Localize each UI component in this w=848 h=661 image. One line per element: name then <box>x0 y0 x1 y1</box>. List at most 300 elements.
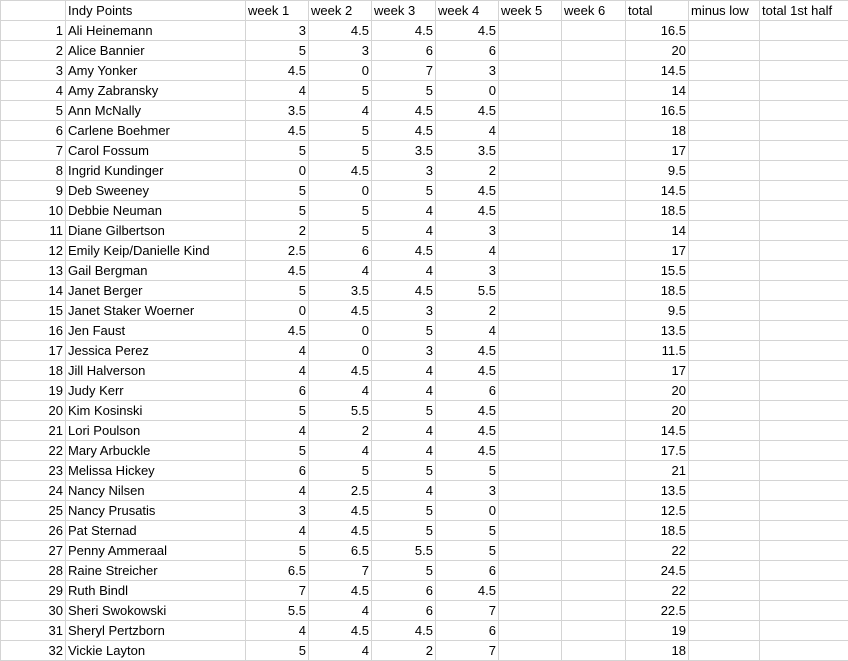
total-1st-half-cell[interactable] <box>760 221 848 241</box>
week-3-cell[interactable]: 6 <box>372 601 436 621</box>
total-cell[interactable]: 18.5 <box>626 201 689 221</box>
minus-low-cell[interactable] <box>689 481 760 501</box>
total-1st-half-cell[interactable] <box>760 241 848 261</box>
week-1-cell[interactable]: 4.5 <box>246 121 309 141</box>
week-4-cell[interactable]: 4.5 <box>436 341 499 361</box>
week-3-cell[interactable]: 4.5 <box>372 621 436 641</box>
week-4-cell[interactable]: 3.5 <box>436 141 499 161</box>
week-3-cell[interactable]: 4 <box>372 481 436 501</box>
week-2-cell[interactable]: 4.5 <box>309 361 372 381</box>
total-cell[interactable]: 14.5 <box>626 181 689 201</box>
week-3-cell[interactable]: 4.5 <box>372 101 436 121</box>
total-cell[interactable]: 12.5 <box>626 501 689 521</box>
name-cell[interactable]: Melissa Hickey <box>66 461 246 481</box>
week-3-cell[interactable]: 4 <box>372 441 436 461</box>
row-number-cell[interactable]: 12 <box>1 241 66 261</box>
header-cell-minus-low[interactable]: minus low <box>689 1 760 21</box>
total-1st-half-cell[interactable] <box>760 541 848 561</box>
name-cell[interactable]: Deb Sweeney <box>66 181 246 201</box>
week-1-cell[interactable]: 4 <box>246 341 309 361</box>
row-number-cell[interactable]: 9 <box>1 181 66 201</box>
total-cell[interactable]: 17 <box>626 141 689 161</box>
week-6-cell[interactable] <box>562 361 626 381</box>
row-number-cell[interactable]: 4 <box>1 81 66 101</box>
week-2-cell[interactable]: 4.5 <box>309 581 372 601</box>
total-cell[interactable]: 18 <box>626 121 689 141</box>
row-number-cell[interactable]: 25 <box>1 501 66 521</box>
minus-low-cell[interactable] <box>689 341 760 361</box>
total-cell[interactable]: 9.5 <box>626 161 689 181</box>
total-1st-half-cell[interactable] <box>760 181 848 201</box>
week-6-cell[interactable] <box>562 61 626 81</box>
name-cell[interactable]: Carol Fossum <box>66 141 246 161</box>
row-number-cell[interactable]: 31 <box>1 621 66 641</box>
week-1-cell[interactable]: 7 <box>246 581 309 601</box>
name-cell[interactable]: Judy Kerr <box>66 381 246 401</box>
week-2-cell[interactable]: 5.5 <box>309 401 372 421</box>
week-6-cell[interactable] <box>562 581 626 601</box>
week-5-cell[interactable] <box>499 221 562 241</box>
week-6-cell[interactable] <box>562 41 626 61</box>
row-number-cell[interactable]: 17 <box>1 341 66 361</box>
total-1st-half-cell[interactable] <box>760 161 848 181</box>
total-1st-half-cell[interactable] <box>760 581 848 601</box>
header-cell-total[interactable]: total <box>626 1 689 21</box>
total-1st-half-cell[interactable] <box>760 321 848 341</box>
week-2-cell[interactable]: 4 <box>309 101 372 121</box>
name-cell[interactable]: Janet Berger <box>66 281 246 301</box>
total-cell[interactable]: 13.5 <box>626 321 689 341</box>
week-6-cell[interactable] <box>562 381 626 401</box>
week-1-cell[interactable]: 0 <box>246 301 309 321</box>
total-cell[interactable]: 18.5 <box>626 521 689 541</box>
minus-low-cell[interactable] <box>689 641 760 661</box>
week-2-cell[interactable]: 5 <box>309 121 372 141</box>
week-5-cell[interactable] <box>499 401 562 421</box>
header-cell-week-1[interactable]: week 1 <box>246 1 309 21</box>
week-3-cell[interactable]: 6 <box>372 41 436 61</box>
total-1st-half-cell[interactable] <box>760 341 848 361</box>
minus-low-cell[interactable] <box>689 421 760 441</box>
total-1st-half-cell[interactable] <box>760 401 848 421</box>
row-number-cell[interactable]: 18 <box>1 361 66 381</box>
minus-low-cell[interactable] <box>689 221 760 241</box>
minus-low-cell[interactable] <box>689 501 760 521</box>
total-1st-half-cell[interactable] <box>760 281 848 301</box>
week-4-cell[interactable]: 4.5 <box>436 581 499 601</box>
week-3-cell[interactable]: 4.5 <box>372 21 436 41</box>
total-1st-half-cell[interactable] <box>760 601 848 621</box>
week-1-cell[interactable]: 5 <box>246 141 309 161</box>
week-2-cell[interactable]: 0 <box>309 61 372 81</box>
row-number-cell[interactable]: 26 <box>1 521 66 541</box>
week-4-cell[interactable]: 4.5 <box>436 401 499 421</box>
week-3-cell[interactable]: 4 <box>372 361 436 381</box>
week-2-cell[interactable]: 0 <box>309 341 372 361</box>
total-1st-half-cell[interactable] <box>760 261 848 281</box>
week-1-cell[interactable]: 6 <box>246 461 309 481</box>
week-1-cell[interactable]: 5 <box>246 641 309 661</box>
minus-low-cell[interactable] <box>689 41 760 61</box>
week-5-cell[interactable] <box>499 481 562 501</box>
week-6-cell[interactable] <box>562 141 626 161</box>
week-2-cell[interactable]: 5 <box>309 201 372 221</box>
week-1-cell[interactable]: 4.5 <box>246 321 309 341</box>
name-cell[interactable]: Nancy Nilsen <box>66 481 246 501</box>
total-cell[interactable]: 13.5 <box>626 481 689 501</box>
week-6-cell[interactable] <box>562 221 626 241</box>
week-5-cell[interactable] <box>499 581 562 601</box>
week-2-cell[interactable]: 4.5 <box>309 301 372 321</box>
week-4-cell[interactable]: 5.5 <box>436 281 499 301</box>
minus-low-cell[interactable] <box>689 21 760 41</box>
total-1st-half-cell[interactable] <box>760 621 848 641</box>
name-cell[interactable]: Ingrid Kundinger <box>66 161 246 181</box>
minus-low-cell[interactable] <box>689 601 760 621</box>
week-5-cell[interactable] <box>499 381 562 401</box>
week-6-cell[interactable] <box>562 281 626 301</box>
week-3-cell[interactable]: 6 <box>372 581 436 601</box>
minus-low-cell[interactable] <box>689 621 760 641</box>
week-5-cell[interactable] <box>499 461 562 481</box>
week-5-cell[interactable] <box>499 541 562 561</box>
minus-low-cell[interactable] <box>689 141 760 161</box>
week-2-cell[interactable]: 0 <box>309 181 372 201</box>
minus-low-cell[interactable] <box>689 81 760 101</box>
minus-low-cell[interactable] <box>689 261 760 281</box>
week-5-cell[interactable] <box>499 261 562 281</box>
week-2-cell[interactable]: 7 <box>309 561 372 581</box>
row-number-cell[interactable]: 30 <box>1 601 66 621</box>
total-1st-half-cell[interactable] <box>760 361 848 381</box>
row-number-cell[interactable]: 28 <box>1 561 66 581</box>
row-number-cell[interactable]: 21 <box>1 421 66 441</box>
name-cell[interactable]: Sheryl Pertzborn <box>66 621 246 641</box>
week-2-cell[interactable]: 4.5 <box>309 21 372 41</box>
week-1-cell[interactable]: 3 <box>246 21 309 41</box>
total-cell[interactable]: 20 <box>626 381 689 401</box>
week-1-cell[interactable]: 4 <box>246 621 309 641</box>
week-4-cell[interactable]: 6 <box>436 381 499 401</box>
total-1st-half-cell[interactable] <box>760 521 848 541</box>
week-6-cell[interactable] <box>562 201 626 221</box>
week-1-cell[interactable]: 5 <box>246 441 309 461</box>
week-3-cell[interactable]: 5 <box>372 321 436 341</box>
week-3-cell[interactable]: 3.5 <box>372 141 436 161</box>
week-2-cell[interactable]: 5 <box>309 221 372 241</box>
week-5-cell[interactable] <box>499 421 562 441</box>
header-cell-week-4[interactable]: week 4 <box>436 1 499 21</box>
week-3-cell[interactable]: 5 <box>372 181 436 201</box>
week-5-cell[interactable] <box>499 301 562 321</box>
total-1st-half-cell[interactable] <box>760 61 848 81</box>
week-6-cell[interactable] <box>562 621 626 641</box>
week-6-cell[interactable] <box>562 121 626 141</box>
header-cell-week-6[interactable]: week 6 <box>562 1 626 21</box>
name-cell[interactable]: Janet Staker Woerner <box>66 301 246 321</box>
week-3-cell[interactable]: 7 <box>372 61 436 81</box>
week-5-cell[interactable] <box>499 201 562 221</box>
week-4-cell[interactable]: 3 <box>436 61 499 81</box>
name-cell[interactable]: Sheri Swokowski <box>66 601 246 621</box>
week-6-cell[interactable] <box>562 301 626 321</box>
total-1st-half-cell[interactable] <box>760 641 848 661</box>
name-cell[interactable]: Amy Zabransky <box>66 81 246 101</box>
week-1-cell[interactable]: 6.5 <box>246 561 309 581</box>
minus-low-cell[interactable] <box>689 281 760 301</box>
week-5-cell[interactable] <box>499 641 562 661</box>
week-2-cell[interactable]: 2 <box>309 421 372 441</box>
week-3-cell[interactable]: 4 <box>372 381 436 401</box>
week-1-cell[interactable]: 4 <box>246 421 309 441</box>
total-cell[interactable]: 17 <box>626 241 689 261</box>
week-2-cell[interactable]: 6.5 <box>309 541 372 561</box>
total-cell[interactable]: 15.5 <box>626 261 689 281</box>
minus-low-cell[interactable] <box>689 321 760 341</box>
week-4-cell[interactable]: 4.5 <box>436 201 499 221</box>
week-3-cell[interactable]: 5 <box>372 561 436 581</box>
week-1-cell[interactable]: 5 <box>246 541 309 561</box>
week-3-cell[interactable]: 4.5 <box>372 121 436 141</box>
total-1st-half-cell[interactable] <box>760 301 848 321</box>
week-2-cell[interactable]: 0 <box>309 321 372 341</box>
total-cell[interactable]: 14 <box>626 221 689 241</box>
minus-low-cell[interactable] <box>689 301 760 321</box>
total-1st-half-cell[interactable] <box>760 421 848 441</box>
total-cell[interactable]: 17 <box>626 361 689 381</box>
row-number-cell[interactable]: 13 <box>1 261 66 281</box>
week-2-cell[interactable]: 4 <box>309 381 372 401</box>
week-6-cell[interactable] <box>562 341 626 361</box>
row-number-cell[interactable]: 11 <box>1 221 66 241</box>
week-4-cell[interactable]: 4.5 <box>436 181 499 201</box>
week-4-cell[interactable]: 5 <box>436 461 499 481</box>
week-3-cell[interactable]: 5 <box>372 501 436 521</box>
name-cell[interactable]: Jessica Perez <box>66 341 246 361</box>
week-4-cell[interactable]: 5 <box>436 541 499 561</box>
total-cell[interactable]: 22.5 <box>626 601 689 621</box>
week-4-cell[interactable]: 3 <box>436 481 499 501</box>
week-1-cell[interactable]: 0 <box>246 161 309 181</box>
week-4-cell[interactable]: 0 <box>436 81 499 101</box>
week-2-cell[interactable]: 4.5 <box>309 621 372 641</box>
minus-low-cell[interactable] <box>689 441 760 461</box>
week-6-cell[interactable] <box>562 321 626 341</box>
week-6-cell[interactable] <box>562 461 626 481</box>
week-3-cell[interactable]: 3 <box>372 161 436 181</box>
week-2-cell[interactable]: 3 <box>309 41 372 61</box>
minus-low-cell[interactable] <box>689 541 760 561</box>
week-2-cell[interactable]: 4 <box>309 601 372 621</box>
row-number-cell[interactable]: 20 <box>1 401 66 421</box>
name-cell[interactable]: Vickie Layton <box>66 641 246 661</box>
name-cell[interactable]: Amy Yonker <box>66 61 246 81</box>
total-1st-half-cell[interactable] <box>760 501 848 521</box>
week-4-cell[interactable]: 0 <box>436 501 499 521</box>
week-2-cell[interactable]: 5 <box>309 81 372 101</box>
row-number-cell[interactable]: 14 <box>1 281 66 301</box>
week-5-cell[interactable] <box>499 41 562 61</box>
total-cell[interactable]: 22 <box>626 541 689 561</box>
total-1st-half-cell[interactable] <box>760 481 848 501</box>
week-6-cell[interactable] <box>562 261 626 281</box>
week-3-cell[interactable]: 4.5 <box>372 241 436 261</box>
total-cell[interactable]: 24.5 <box>626 561 689 581</box>
minus-low-cell[interactable] <box>689 581 760 601</box>
week-5-cell[interactable] <box>499 141 562 161</box>
week-4-cell[interactable]: 2 <box>436 161 499 181</box>
row-number-cell[interactable]: 8 <box>1 161 66 181</box>
week-3-cell[interactable]: 5 <box>372 81 436 101</box>
week-6-cell[interactable] <box>562 21 626 41</box>
week-6-cell[interactable] <box>562 601 626 621</box>
week-3-cell[interactable]: 5 <box>372 521 436 541</box>
total-1st-half-cell[interactable] <box>760 21 848 41</box>
week-3-cell[interactable]: 5.5 <box>372 541 436 561</box>
name-cell[interactable]: Carlene Boehmer <box>66 121 246 141</box>
row-number-cell[interactable]: 32 <box>1 641 66 661</box>
week-5-cell[interactable] <box>499 441 562 461</box>
week-3-cell[interactable]: 5 <box>372 401 436 421</box>
week-1-cell[interactable]: 5 <box>246 41 309 61</box>
week-5-cell[interactable] <box>499 161 562 181</box>
total-1st-half-cell[interactable] <box>760 81 848 101</box>
row-number-cell[interactable]: 23 <box>1 461 66 481</box>
week-4-cell[interactable]: 4.5 <box>436 361 499 381</box>
header-cell-week-3[interactable]: week 3 <box>372 1 436 21</box>
name-cell[interactable]: Lori Poulson <box>66 421 246 441</box>
total-cell[interactable]: 14.5 <box>626 61 689 81</box>
minus-low-cell[interactable] <box>689 181 760 201</box>
week-5-cell[interactable] <box>499 621 562 641</box>
week-1-cell[interactable]: 2 <box>246 221 309 241</box>
week-4-cell[interactable]: 6 <box>436 621 499 641</box>
minus-low-cell[interactable] <box>689 461 760 481</box>
week-6-cell[interactable] <box>562 401 626 421</box>
week-1-cell[interactable]: 5 <box>246 281 309 301</box>
minus-low-cell[interactable] <box>689 561 760 581</box>
week-6-cell[interactable] <box>562 181 626 201</box>
name-cell[interactable]: Jill Halverson <box>66 361 246 381</box>
week-5-cell[interactable] <box>499 601 562 621</box>
name-cell[interactable]: Diane Gilbertson <box>66 221 246 241</box>
week-1-cell[interactable]: 5 <box>246 181 309 201</box>
minus-low-cell[interactable] <box>689 361 760 381</box>
row-number-cell[interactable]: 1 <box>1 21 66 41</box>
total-1st-half-cell[interactable] <box>760 121 848 141</box>
name-cell[interactable]: Nancy Prusatis <box>66 501 246 521</box>
week-6-cell[interactable] <box>562 561 626 581</box>
name-cell[interactable]: Ali Heinemann <box>66 21 246 41</box>
week-4-cell[interactable]: 4.5 <box>436 101 499 121</box>
week-1-cell[interactable]: 5.5 <box>246 601 309 621</box>
name-cell[interactable]: Raine Streicher <box>66 561 246 581</box>
week-4-cell[interactable]: 4 <box>436 321 499 341</box>
week-2-cell[interactable]: 4 <box>309 641 372 661</box>
week-1-cell[interactable]: 4 <box>246 481 309 501</box>
week-3-cell[interactable]: 3 <box>372 301 436 321</box>
week-4-cell[interactable]: 4.5 <box>436 21 499 41</box>
week-5-cell[interactable] <box>499 101 562 121</box>
total-1st-half-cell[interactable] <box>760 381 848 401</box>
week-4-cell[interactable]: 2 <box>436 301 499 321</box>
header-cell-total-1st-half[interactable]: total 1st half <box>760 1 848 21</box>
week-4-cell[interactable]: 3 <box>436 261 499 281</box>
week-4-cell[interactable]: 6 <box>436 41 499 61</box>
total-cell[interactable]: 21 <box>626 461 689 481</box>
week-1-cell[interactable]: 2.5 <box>246 241 309 261</box>
week-6-cell[interactable] <box>562 421 626 441</box>
week-3-cell[interactable]: 3 <box>372 341 436 361</box>
week-1-cell[interactable]: 4.5 <box>246 261 309 281</box>
week-2-cell[interactable]: 5 <box>309 141 372 161</box>
week-5-cell[interactable] <box>499 521 562 541</box>
row-number-cell[interactable]: 24 <box>1 481 66 501</box>
week-1-cell[interactable]: 4 <box>246 361 309 381</box>
total-1st-half-cell[interactable] <box>760 441 848 461</box>
week-5-cell[interactable] <box>499 501 562 521</box>
total-cell[interactable]: 16.5 <box>626 21 689 41</box>
total-cell[interactable]: 9.5 <box>626 301 689 321</box>
week-1-cell[interactable]: 4.5 <box>246 61 309 81</box>
total-1st-half-cell[interactable] <box>760 141 848 161</box>
week-2-cell[interactable]: 6 <box>309 241 372 261</box>
row-number-cell[interactable]: 2 <box>1 41 66 61</box>
total-cell[interactable]: 20 <box>626 41 689 61</box>
week-4-cell[interactable]: 6 <box>436 561 499 581</box>
week-5-cell[interactable] <box>499 181 562 201</box>
week-5-cell[interactable] <box>499 81 562 101</box>
week-1-cell[interactable]: 3 <box>246 501 309 521</box>
minus-low-cell[interactable] <box>689 241 760 261</box>
week-6-cell[interactable] <box>562 541 626 561</box>
week-2-cell[interactable]: 5 <box>309 461 372 481</box>
total-cell[interactable]: 18 <box>626 641 689 661</box>
week-5-cell[interactable] <box>499 361 562 381</box>
week-3-cell[interactable]: 4 <box>372 261 436 281</box>
week-5-cell[interactable] <box>499 561 562 581</box>
minus-low-cell[interactable] <box>689 101 760 121</box>
name-cell[interactable]: Pat Sternad <box>66 521 246 541</box>
row-number-cell[interactable]: 3 <box>1 61 66 81</box>
name-cell[interactable]: Alice Bannier <box>66 41 246 61</box>
week-4-cell[interactable]: 7 <box>436 641 499 661</box>
minus-low-cell[interactable] <box>689 521 760 541</box>
total-cell[interactable]: 19 <box>626 621 689 641</box>
week-2-cell[interactable]: 4.5 <box>309 501 372 521</box>
row-number-cell[interactable]: 6 <box>1 121 66 141</box>
week-3-cell[interactable]: 5 <box>372 461 436 481</box>
minus-low-cell[interactable] <box>689 161 760 181</box>
total-cell[interactable]: 11.5 <box>626 341 689 361</box>
week-2-cell[interactable]: 3.5 <box>309 281 372 301</box>
week-5-cell[interactable] <box>499 61 562 81</box>
minus-low-cell[interactable] <box>689 121 760 141</box>
week-4-cell[interactable]: 5 <box>436 521 499 541</box>
week-3-cell[interactable]: 4 <box>372 421 436 441</box>
total-1st-half-cell[interactable] <box>760 461 848 481</box>
week-1-cell[interactable]: 5 <box>246 201 309 221</box>
week-5-cell[interactable] <box>499 281 562 301</box>
week-5-cell[interactable] <box>499 241 562 261</box>
week-5-cell[interactable] <box>499 341 562 361</box>
minus-low-cell[interactable] <box>689 401 760 421</box>
week-2-cell[interactable]: 4.5 <box>309 521 372 541</box>
week-3-cell[interactable]: 4 <box>372 201 436 221</box>
week-2-cell[interactable]: 2.5 <box>309 481 372 501</box>
row-number-cell[interactable]: 10 <box>1 201 66 221</box>
week-4-cell[interactable]: 4 <box>436 241 499 261</box>
